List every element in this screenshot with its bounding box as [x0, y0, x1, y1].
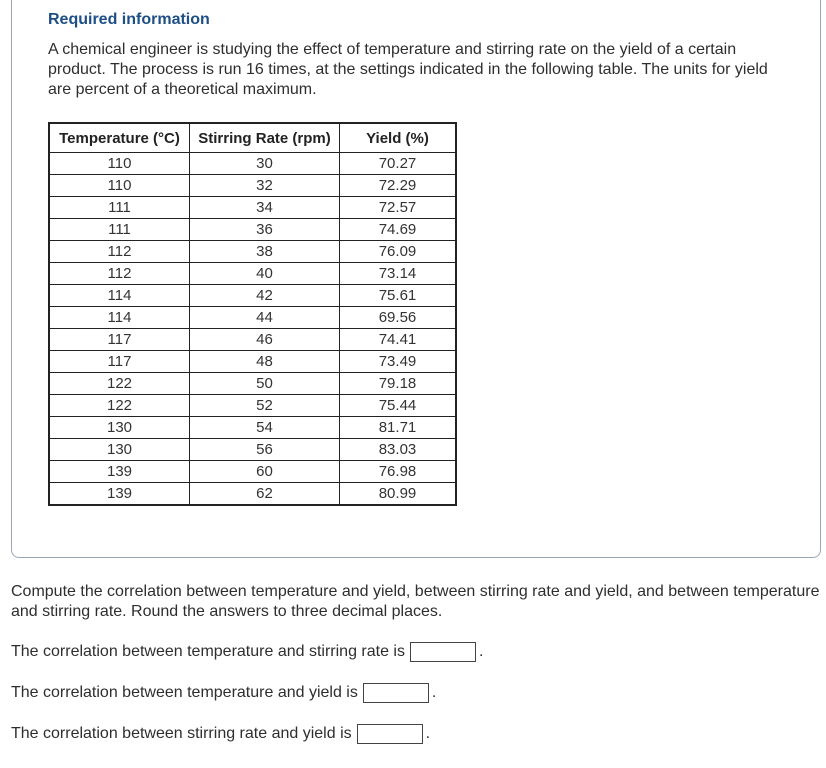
period: .	[425, 725, 431, 742]
header-temperature: Temperature (°C)	[49, 123, 190, 153]
table-row	[49, 351, 456, 373]
cell-yield: 73.14	[340, 263, 457, 285]
table-row	[49, 197, 456, 219]
cell-yield: 74.69	[340, 219, 457, 241]
answer-label: The correlation between temperature and stirring rate is	[11, 643, 405, 660]
answer-line-stirring-yield	[11, 724, 430, 744]
cell-stirring-rate: 36	[190, 219, 340, 241]
cell-temperature: 110	[49, 153, 190, 175]
answer-label: The correlation between stirring rate and yield is	[11, 725, 352, 742]
table-row	[49, 307, 456, 329]
cell-temperature: 130	[49, 439, 190, 461]
answer-label: The correlation between temperature and yield is	[11, 684, 358, 701]
table-row	[49, 241, 456, 263]
header-stirring-rate: Stirring Rate (rpm)	[190, 123, 340, 153]
answer-line-temp-stirring	[11, 642, 483, 662]
cell-yield: 83.03	[340, 439, 457, 461]
cell-stirring-rate: 34	[190, 197, 340, 219]
cell-stirring-rate: 32	[190, 175, 340, 197]
cell-yield: 80.99	[340, 483, 457, 506]
table-row	[49, 417, 456, 439]
cell-temperature: 114	[49, 307, 190, 329]
cell-yield: 69.56	[340, 307, 457, 329]
cell-temperature: 114	[49, 285, 190, 307]
cell-temperature: 117	[49, 351, 190, 373]
table-row	[49, 263, 456, 285]
cell-stirring-rate: 40	[190, 263, 340, 285]
table-row	[49, 439, 456, 461]
temp-yield-correlation-input[interactable]	[363, 683, 429, 703]
cell-stirring-rate: 46	[190, 329, 340, 351]
cell-stirring-rate: 62	[190, 483, 340, 506]
cell-temperature: 139	[49, 483, 190, 506]
cell-temperature: 111	[49, 197, 190, 219]
period: .	[431, 684, 437, 701]
cell-yield: 72.29	[340, 175, 457, 197]
cell-yield: 72.57	[340, 197, 457, 219]
cell-stirring-rate: 30	[190, 153, 340, 175]
cell-temperature: 112	[49, 241, 190, 263]
table-header-row	[49, 123, 456, 153]
cell-temperature: 117	[49, 329, 190, 351]
table-row	[49, 153, 456, 175]
temp-stirring-correlation-input[interactable]	[410, 642, 476, 662]
cell-stirring-rate: 48	[190, 351, 340, 373]
cell-stirring-rate: 56	[190, 439, 340, 461]
data-table	[48, 122, 457, 506]
table-row	[49, 373, 456, 395]
cell-stirring-rate: 60	[190, 461, 340, 483]
cell-yield: 70.27	[340, 153, 457, 175]
cell-yield: 75.61	[340, 285, 457, 307]
answer-line-temp-yield	[11, 683, 436, 703]
table-row	[49, 483, 456, 506]
table-row	[49, 461, 456, 483]
table-row	[49, 219, 456, 241]
cell-temperature: 122	[49, 395, 190, 417]
cell-temperature: 122	[49, 373, 190, 395]
table-row	[49, 285, 456, 307]
cell-stirring-rate: 42	[190, 285, 340, 307]
cell-yield: 79.18	[340, 373, 457, 395]
cell-temperature: 130	[49, 417, 190, 439]
cell-stirring-rate: 44	[190, 307, 340, 329]
cell-stirring-rate: 54	[190, 417, 340, 439]
cell-stirring-rate: 52	[190, 395, 340, 417]
cell-yield: 76.98	[340, 461, 457, 483]
cell-stirring-rate: 50	[190, 373, 340, 395]
cell-yield: 73.49	[340, 351, 457, 373]
period: .	[478, 643, 484, 660]
cell-yield: 74.41	[340, 329, 457, 351]
cell-yield: 76.09	[340, 241, 457, 263]
table-row	[49, 395, 456, 417]
cell-yield: 75.44	[340, 395, 457, 417]
intro-text: A chemical engineer is studying the effect of temperature and stirring rate on the yield of a certain product. The process is run 16 times, at the settings indicated in the following table. The units for yield are percent of a theoretical maximum.	[48, 41, 768, 98]
cell-stirring-rate: 38	[190, 241, 340, 263]
cell-temperature: 111	[49, 219, 190, 241]
info-title: Required information	[48, 11, 210, 28]
cell-yield: 81.71	[340, 417, 457, 439]
cell-temperature: 110	[49, 175, 190, 197]
table-row	[49, 175, 456, 197]
question-prompt: Compute the correlation between temperature and yield, between stirring rate and yield, and between temperature and stirring rate. Round the answers to three decimal places.	[11, 583, 820, 620]
cell-temperature: 112	[49, 263, 190, 285]
table-row	[49, 329, 456, 351]
cell-temperature: 139	[49, 461, 190, 483]
stirring-yield-correlation-input[interactable]	[357, 724, 423, 744]
header-yield: Yield (%)	[340, 123, 457, 153]
